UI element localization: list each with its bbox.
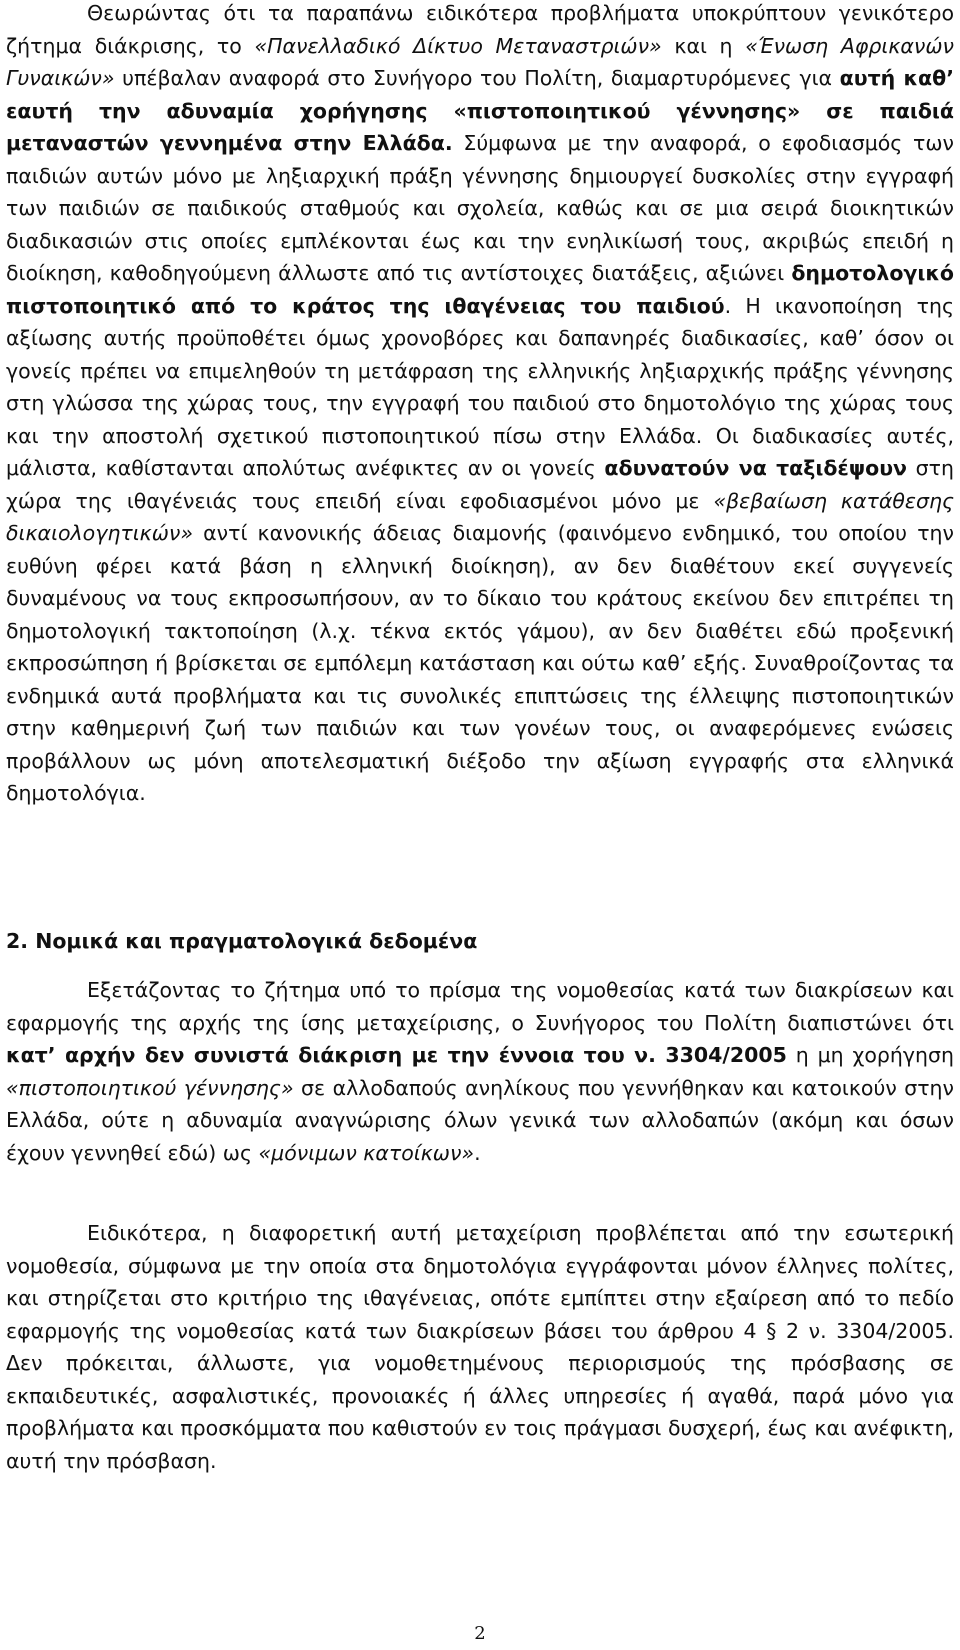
emphasis-bold: αδυνατούν να ταξιδέψουν xyxy=(604,456,908,480)
network-name-italic: «Πανελλαδικό Δίκτυο Μεταναστριών» xyxy=(254,33,662,58)
paragraph-3 xyxy=(6,1217,954,1477)
paragraph-1-text: υπέβαλαν αναφορά στο Συνήγορο του Πολίτη, διαμαρτυρόμενες για xyxy=(114,66,840,90)
quoted-term-italic: «μόνιμων κατοίκων» xyxy=(258,1140,475,1165)
section-heading: 2. Νομικά και πραγματολογικά δεδομένα xyxy=(6,929,478,953)
union-name-italic: «Ένωση Αφρικανών Γυναικών» xyxy=(6,33,954,90)
paragraph-2-text: σε αλλοδαπούς ανηλίκους που γεννήθηκαν και κατοικούν στην Ελλάδα, ούτε η αδυναμία αναγνώρισης όλων γενικά των αλλοδαπών (ακόμη και όσων έχουν γεννηθεί εδώ) ως xyxy=(6,1075,954,1165)
paragraph-2-text: Εξετάζοντας το ζήτημα υπό το πρίσμα της νομοθεσίας κατά των διακρίσεων και εφαρμογής της αρχής της ίσης μεταχείρισης, ο Συνήγορος του Πολίτη διαπιστώνει ότι xyxy=(6,978,954,1035)
paragraph-2-text: . xyxy=(474,1140,481,1165)
paragraph-1 xyxy=(6,0,954,810)
quoted-term-italic: «πιστοποιητικού γέννησης» xyxy=(6,1075,294,1100)
paragraph-1-text: και η xyxy=(661,33,746,58)
paragraph-1-text: Σύμφωνα με την αναφορά, ο εφοδιασμός των παιδιών αυτών μόνο με ληξιαρχική πράξη γέννησης δημιουργεί δυσκολίες στην εγγραφή των παιδιών σε παιδικούς σταθμούς και σχολεία, καθώς και σε μια σειρά διοικητικών διαδικασιών στις οποίες εμπλέκονται έως και την ενηλικίωσή τους, ακριβώς επειδή η διοίκηση, καθοδηγούμενη άλλωστε από τις αντίστοιχες διατάξεις, αξιώνει xyxy=(6,131,955,285)
paragraph-1-text: Θεωρώντας ότι τα παραπάνω ειδικότερα προβλήματα υποκρύπτουν γενικότερο ζήτημα διάκρισης, το xyxy=(6,1,954,58)
emphasis-bold: κατ’ αρχήν δεν συνιστά διάκριση με την έννοια του ν. 3304/2005 xyxy=(6,1043,787,1067)
paragraph-1-text: αντί κανονικής άδειας διαμονής (φαινόμενο ενδημικό, του οποίου την ευθύνη φέρει κατά βάση η ελληνική διοίκηση), αν δεν διαθέτουν εκεί συγγενείς δυναμένους να τους εκπροσωπήσουν, αν το δίκαιο του κράτους εκείνου δεν επιτρέπει τη δημοτολογική τακτοποίηση (λ.χ. τέκνα εκτός γάμου), αν δεν διαθέτει εδώ προξενική εκπροσώπηση ή βρίσκεται σε εμπόλεμη κατάσταση και ούτω καθ’ εξής. Συναθροίζοντας τα ενδημικά αυτά προβλήματα και τις συνολικές επιπτώσεις της έλλειψης πιστοποιητικών στην καθημερινή ζωή των παιδιών και των γονέων τους, οι αναφερόμενες ενώσεις προβάλλουν ως μόνη αποτελεσματική διέξοδο την αξίωση εγγραφής στα ελληνικά δημοτολόγια. xyxy=(6,521,954,805)
paragraph-1-text: στη χώρα της ιθαγένειάς τους επειδή είναι εφοδιασμένοι μόνο με xyxy=(6,456,955,513)
paragraph-3-text: Ειδικότερα, η διαφορετική αυτή μεταχείριση προβλέπεται από την εσωτερική νομοθεσία, σύμφωνα με την οποία στα δημοτολόγια εγγράφονται μόνον έλληνες πολίτες, και στηρίζεται στο κριτήριο της ιθαγένειας, οπότε εμπίπτει στην εξαίρεση από το πεδίο εφαρμογής της νομοθεσίας κατά των διακρίσεων βάσει του άρθρου 4 § 2 ν. 3304/2005. Δεν πρόκειται, άλλωστε, για νομοθετημένους περιορισμούς της πρόσβασης σε εκπαιδευτικές, ασφαλιστικές, προνοιακές ή άλλες υπηρεσίες ή αγαθά, παρά μόνο για προβλήματα και προσκόμματα που καθιστούν εν τοις πράγμασι δυσχερή, έως και ανέφικτη, αυτή την πρόσβαση. xyxy=(6,1221,954,1473)
emphasis-bold: δημοτολογικό πιστοποιητικό από το κράτος της ιθαγένειας του παιδιού xyxy=(6,261,954,318)
paragraph-2-text: η μη χορήγηση xyxy=(786,1043,954,1067)
paragraph-2 xyxy=(6,974,954,1169)
quoted-term-italic: «βεβαίωση κατάθεσης δικαιολογητικών» xyxy=(6,488,955,545)
page-number: 2 xyxy=(474,1623,486,1644)
paragraph-1-text: . Η ικανοποίηση της αξίωσης αυτής προϋποθέτει όμως χρονοβόρες και δαπανηρές διαδικασίες, καθ’ όσον οι γονείς πρέπει να επιμεληθούν τη μετάφραση της ελληνικής ληξιαρχικής πράξης γέννησης στη γλώσσα της χώρας τους, την εγγραφή του παιδιού στο δημοτολόγιο της χώρας τους και την αποστολή σχετικού πιστοποιητικού πίσω στην Ελλάδα. Οι διαδικασίες αυτές, μάλιστα, καθίστανται απολύτως ανέφικτες αν οι γονείς xyxy=(6,293,954,480)
emphasis-bold: αυτή καθ’ εαυτή την αδυναμία χορήγησης «πιστοποιητικού γέννησης» σε παιδιά μεταναστών γεννημένα στην Ελλάδα. xyxy=(6,66,954,155)
